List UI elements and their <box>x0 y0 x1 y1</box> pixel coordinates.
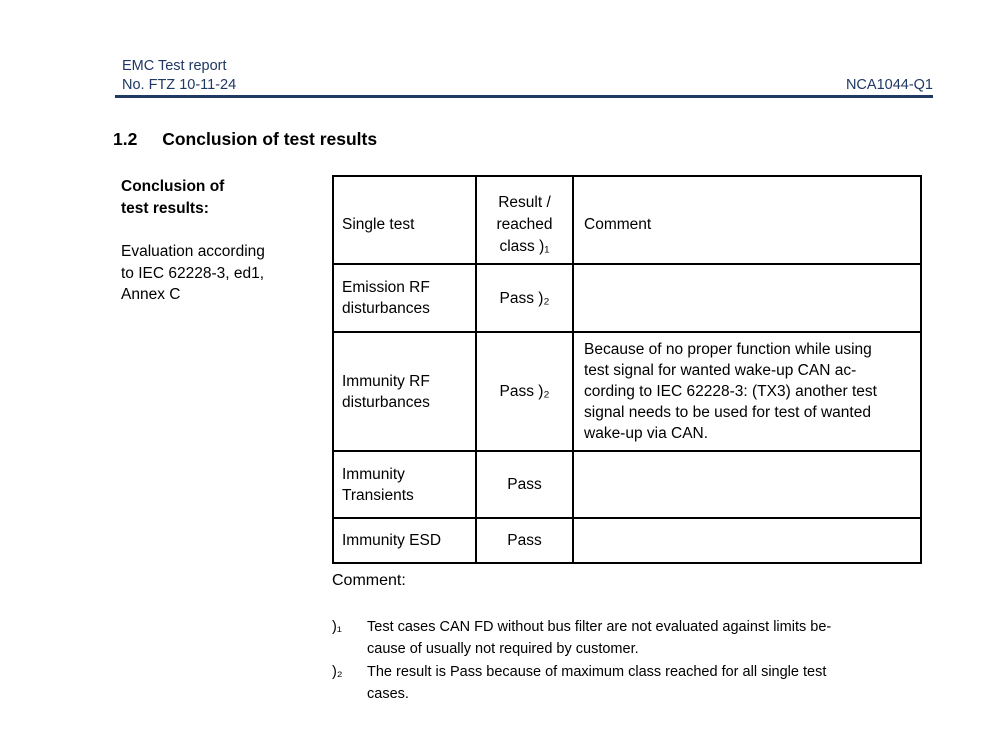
comment-line: test signal for wanted wake-up CAN ac- <box>584 362 857 379</box>
section-heading <box>113 128 377 150</box>
footnote-marker: )₁ <box>332 619 342 635</box>
header-cell-single-test <box>333 176 476 264</box>
cell-result <box>476 264 573 332</box>
table-row-immunity-rf <box>333 332 921 451</box>
cell-result <box>476 332 573 451</box>
comment-label: Comment: <box>332 572 406 589</box>
header-cell-result <box>476 176 573 264</box>
sidebar-label-line: test results: <box>121 199 209 217</box>
table-row-immunity-esd <box>333 518 921 563</box>
comment-line: Because of no proper function while using <box>584 341 872 358</box>
doc-reference: NCA1044-Q1 <box>845 77 933 93</box>
footnote-1 <box>332 617 917 660</box>
result-value: Pass )₂ <box>499 289 550 307</box>
test-name-line: Emission RF <box>342 279 430 296</box>
cell-comment-empty <box>573 264 921 332</box>
report-header <box>122 57 236 95</box>
footnote-line: cases. <box>367 685 409 702</box>
test-name-line: disturbances <box>342 393 430 411</box>
section-title: Conclusion of test results <box>162 129 378 149</box>
header-label: Single test <box>342 216 415 233</box>
cell-single-test <box>333 451 476 518</box>
result-value: Pass <box>507 532 542 549</box>
header-label-line: class )₁ <box>499 237 550 255</box>
footnote-line: Test cases CAN FD without bus filter are not evaluated against limits be- <box>367 619 832 635</box>
test-name-line: disturbances <box>342 300 430 317</box>
sidebar-note-line: Annex C <box>121 286 181 303</box>
comment-line: wake-up via CAN. <box>584 425 709 442</box>
sidebar-note <box>121 241 265 306</box>
sidebar-label-line: Conclusion of <box>121 178 225 195</box>
footnote-marker: )₂ <box>332 664 343 680</box>
cell-single-test <box>333 518 476 563</box>
report-number: No. FTZ 10-11-24 <box>122 77 237 93</box>
sidebar-note-line: Evaluation according <box>121 243 265 260</box>
comment-line: cording to IEC 62228-3: (TX3) another test <box>584 383 877 400</box>
header-label-line: Result / <box>498 193 551 211</box>
footnote-text <box>367 617 831 660</box>
cell-comment-empty <box>573 518 921 563</box>
footnote-line: cause of usually not required by customer. <box>367 640 639 657</box>
result-value: Pass <box>507 476 542 493</box>
result-value: Pass )₂ <box>499 383 550 400</box>
footnote-2 <box>332 662 917 705</box>
results-table <box>332 175 922 564</box>
cell-single-test <box>333 332 476 451</box>
test-name-line: Immunity RF <box>342 372 430 390</box>
header-label: Comment <box>584 216 652 233</box>
header-rule <box>115 95 933 98</box>
table-row-immunity-transients <box>333 451 921 518</box>
footnote-line: The result is Pass because of maximum class reached for all single test <box>367 664 827 680</box>
cell-single-test <box>333 264 476 332</box>
test-name-line: Immunity ESD <box>342 532 442 549</box>
cell-comment-empty <box>573 451 921 518</box>
table-row-emission-rf <box>333 264 921 332</box>
comment-line: signal needs to be used for test of wanted <box>584 404 871 421</box>
cell-result <box>476 451 573 518</box>
cell-result <box>476 518 573 563</box>
footnote-text <box>367 662 826 705</box>
sidebar-note-line: to IEC 62228-3, ed1, <box>121 264 265 282</box>
section-number: 1.2 <box>113 129 138 149</box>
test-name-line: Transients <box>342 486 414 504</box>
report-title: EMC Test report <box>122 58 227 74</box>
sidebar-label <box>121 176 224 219</box>
footnotes <box>332 617 917 707</box>
test-name-line: Immunity <box>342 465 405 483</box>
header-cell-comment <box>573 176 921 264</box>
table-header-row <box>333 176 921 264</box>
header-label-line: reached <box>496 215 553 233</box>
cell-comment <box>573 332 921 451</box>
